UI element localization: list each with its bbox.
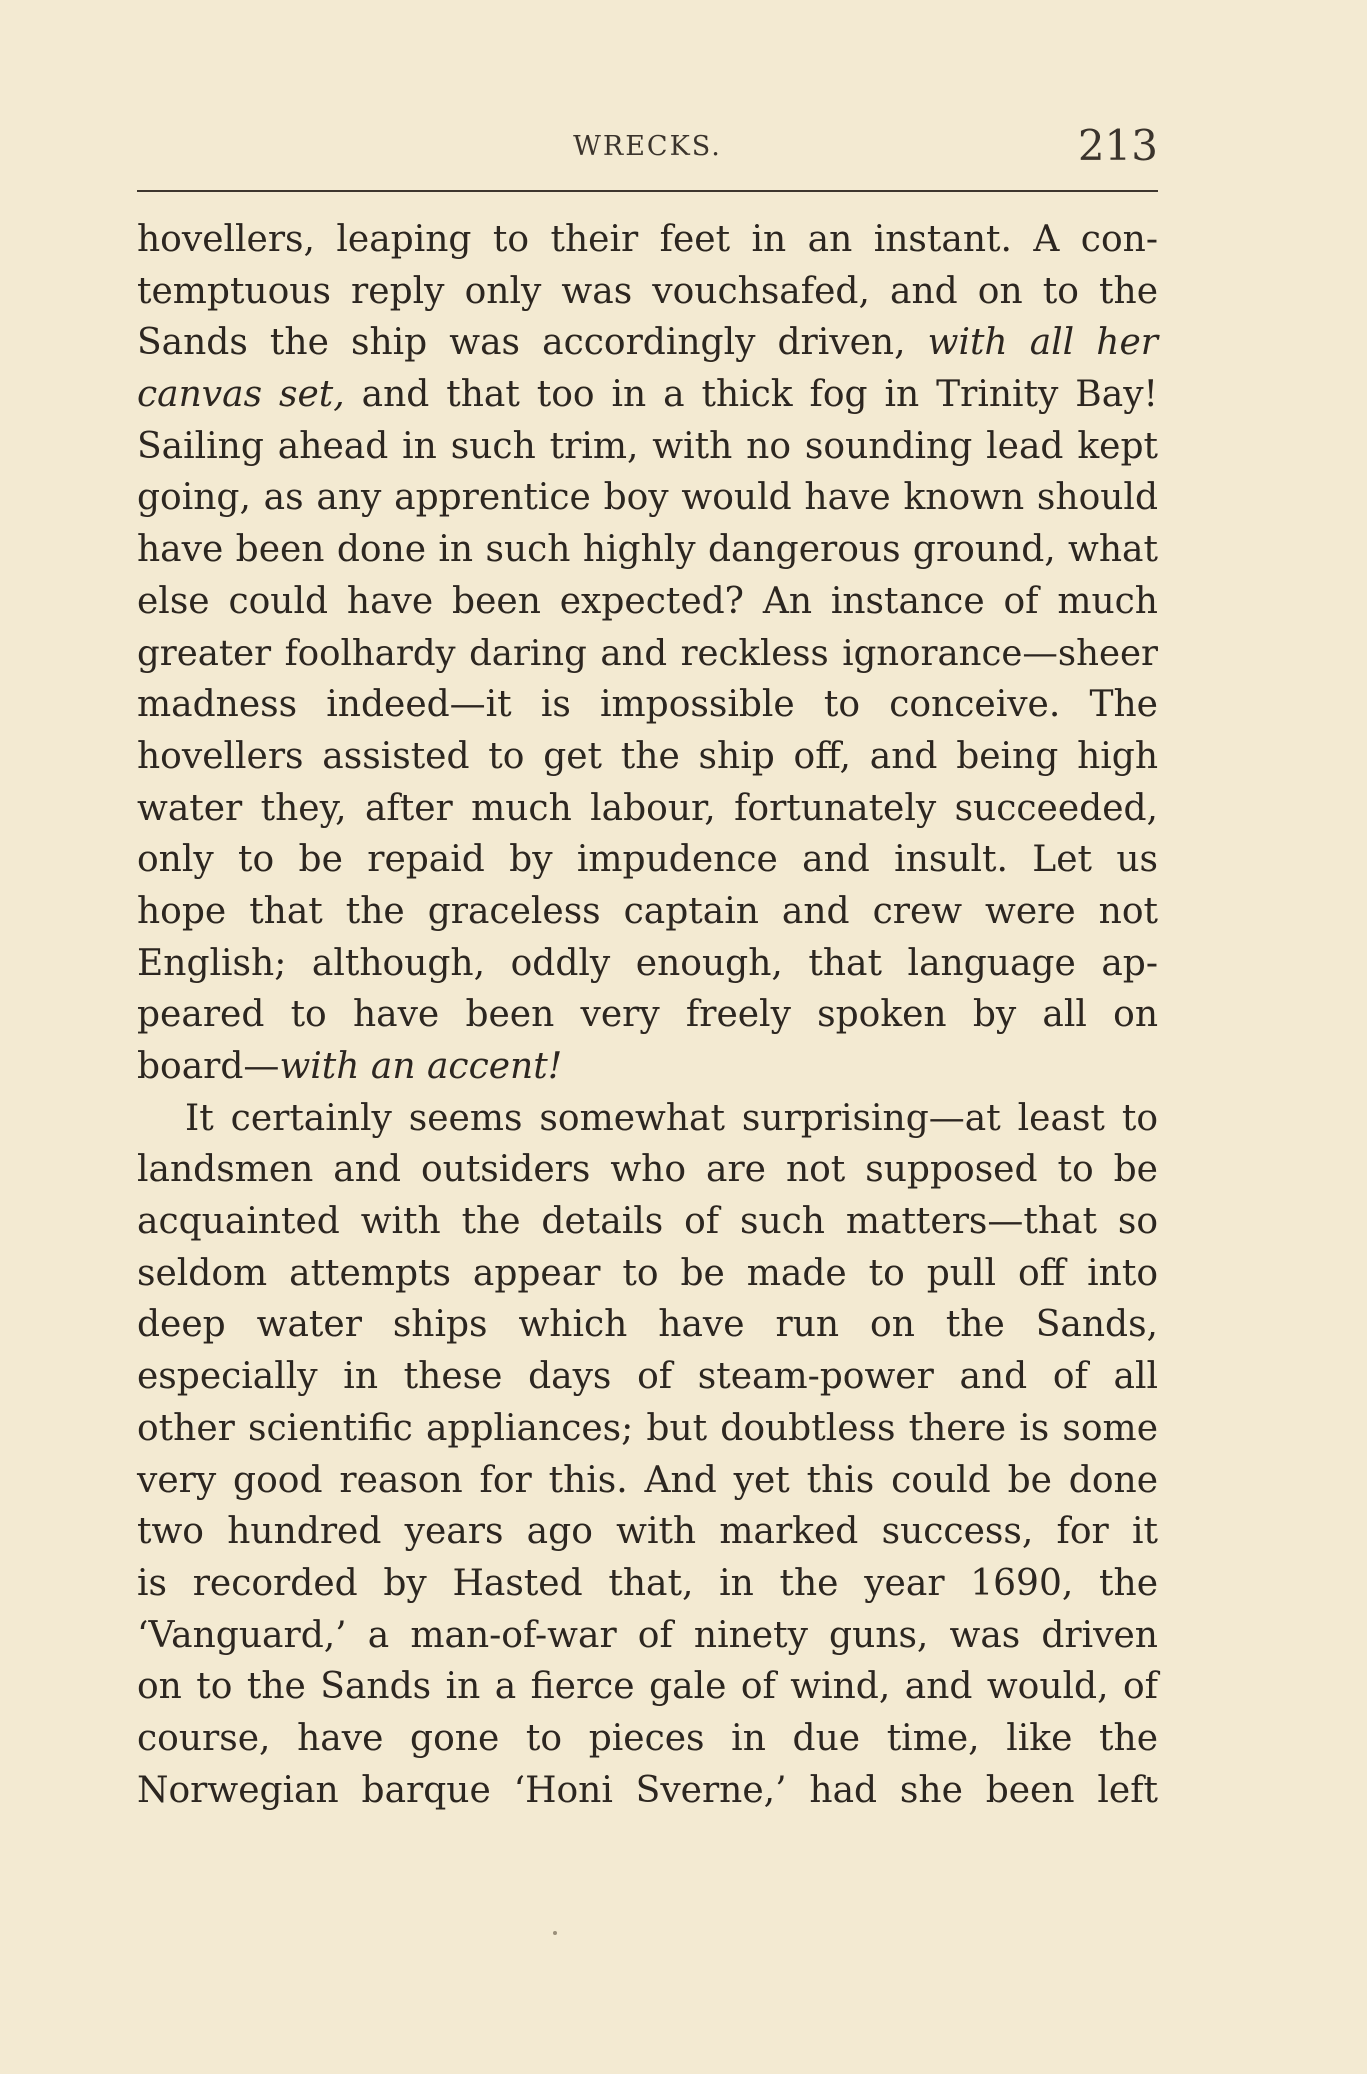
paper-speck [553,1931,557,1935]
text-line: ‘Vanguard,’ a man-of-war of ninety guns, was driven [137,1614,1158,1656]
text-line: very good reason for this. And yet this could be done [137,1459,1158,1501]
body-text [137,214,1158,1816]
text-line: Sailing ahead in such trim, with no sounding lead kept [137,425,1158,467]
text-line: acquainted with the details of such matters—that so [137,1201,1158,1243]
italic-phrase: with an accent! [279,1046,563,1087]
text-line: hovellers assisted to get the ship off, and being high [137,735,1158,777]
page-header [137,121,1158,177]
text-line: seldom attempts appear to be made to pull off into [137,1252,1158,1294]
text-line: is recorded by Hasted that, in the year 1690, the [137,1562,1158,1604]
text-line: water they, after much labour, fortunately succeeded, [137,787,1158,829]
page-number: 213 [1077,121,1158,170]
text-line: course, have gone to pieces in due time, like the [137,1717,1158,1759]
text-line: peared to have been very freely spoken by all on [137,994,1158,1036]
text-line: temptuous reply only was vouchsafed, and on to the [137,270,1158,312]
text-line: It certainly seems somewhat surprising—at least to [185,1097,1158,1139]
text-line: board—with an accent! [137,1046,563,1087]
running-title: WRECKS. [573,131,722,162]
italic-phrase: canvas set, [137,374,345,416]
text-line: have been done in such highly dangerous ground, what [137,529,1158,571]
text-line: else could have been expected? An instance of much [137,580,1158,622]
text-line: going, as any apprentice boy would have known should [137,477,1158,519]
text-line: Sands the ship was accordingly driven, with all her [137,322,1158,364]
text-line: on to the Sands in a fierce gale of wind, and would, of [137,1666,1158,1708]
text-line: two hundred years ago with marked success, for it [137,1511,1158,1553]
text-line: only to be repaid by impudence and insult. Let us [137,839,1158,881]
header-rule [137,190,1158,192]
text-line: madness indeed—it is impossible to conceive. The [137,684,1158,726]
text-line: English; although, oddly enough, that language ap- [137,942,1158,984]
text-line: hovellers, leaping to their feet in an instant. A con- [137,219,1158,260]
text-line: hope that the graceless captain and crew were not [137,890,1158,932]
text-line: canvas set, and that too in a thick fog in Trinity Bay! [137,374,1159,416]
text-line: Norwegian barque ‘Honi Sverne,’ had she been left [137,1769,1158,1811]
text-line: deep water ships which have run on the Sands, [137,1304,1158,1346]
text-line: landsmen and outsiders who are not supposed to be [137,1149,1158,1191]
text-line: especially in these days of steam-power and of all [137,1356,1158,1398]
italic-phrase: with all her [927,322,1158,364]
text-line: greater foolhardy daring and reckless ignorance—sheer [137,632,1158,674]
text-line: other scientific appliances; but doubtless there is some [137,1407,1158,1449]
